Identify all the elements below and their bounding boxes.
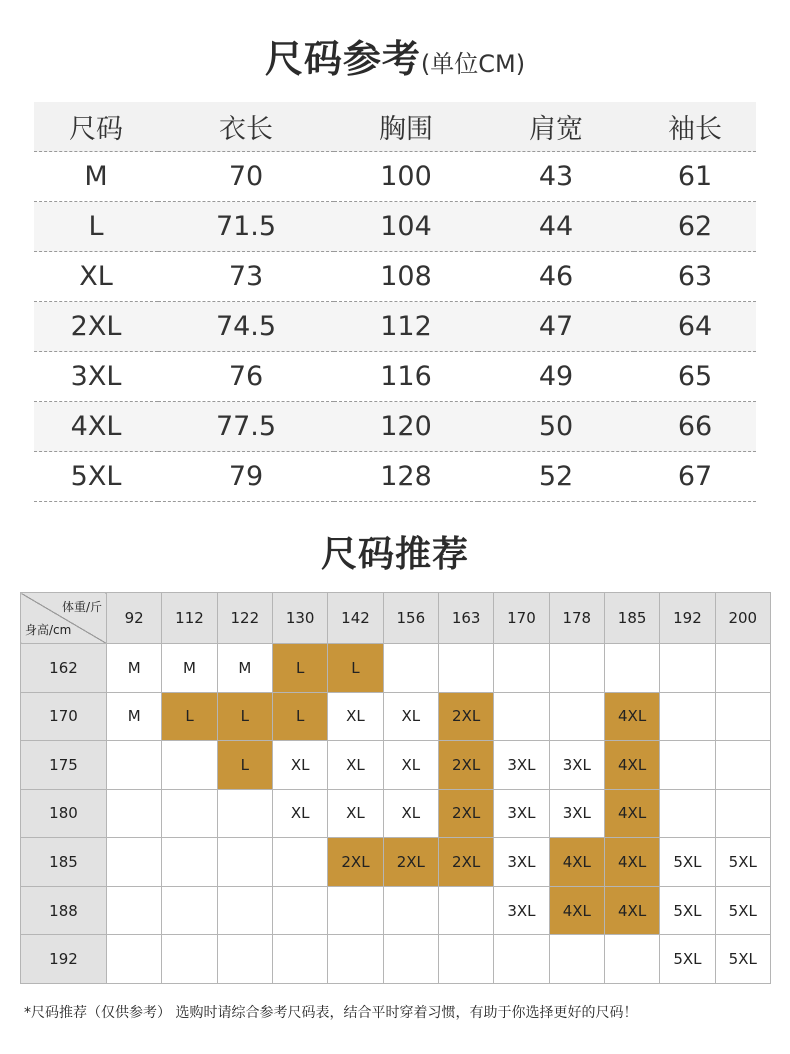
recommend-cell: 3XL	[494, 789, 549, 838]
size-chart-cell: 2XL	[34, 302, 158, 352]
size-chart-body	[34, 152, 756, 502]
size-chart-cell: 74.5	[158, 302, 334, 352]
size-chart-title	[0, 28, 790, 83]
weight-header-cell: 130	[272, 593, 327, 644]
size-chart-row	[34, 352, 756, 402]
size-chart-row	[34, 302, 756, 352]
recommend-cell-highlighted: 4XL	[604, 838, 659, 887]
recommend-cell	[217, 935, 272, 984]
recommend-cell	[162, 741, 217, 790]
size-chart-row	[34, 202, 756, 252]
size-chart-cell: 79	[158, 452, 334, 502]
weight-header-cell: 185	[604, 593, 659, 644]
size-chart-header-cell: 胸围	[334, 102, 478, 152]
recommend-cell	[217, 838, 272, 887]
recommend-cell	[549, 692, 604, 741]
weight-header-cell: 200	[715, 593, 770, 644]
recommend-cell: XL	[272, 789, 327, 838]
size-chart-cell: 50	[478, 402, 634, 452]
recommend-cell: XL	[383, 692, 438, 741]
recommend-cell: M	[107, 692, 162, 741]
size-chart-cell: 46	[478, 252, 634, 302]
recommend-cell	[162, 789, 217, 838]
size-chart-cell: 112	[334, 302, 478, 352]
recommend-cell-highlighted: 2XL	[438, 741, 493, 790]
weight-header-cell: 156	[383, 593, 438, 644]
recommend-header-row	[21, 593, 771, 644]
size-chart-header-cell: 尺码	[34, 102, 158, 152]
height-header-cell: 180	[21, 789, 107, 838]
recommend-cell: XL	[328, 741, 383, 790]
size-chart-cell: 66	[634, 402, 756, 452]
size-chart-cell: 4XL	[34, 402, 158, 452]
size-chart-header-row	[34, 102, 756, 152]
size-chart-cell: XL	[34, 252, 158, 302]
size-chart-cell: 52	[478, 452, 634, 502]
recommend-cell	[328, 935, 383, 984]
recommend-cell-highlighted: L	[217, 692, 272, 741]
recommend-cell	[272, 935, 327, 984]
size-chart-cell: 70	[158, 152, 334, 202]
size-chart-cell: 128	[334, 452, 478, 502]
size-chart-cell: 100	[334, 152, 478, 202]
recommend-cell-highlighted: 2XL	[328, 838, 383, 887]
recommend-row	[21, 644, 771, 693]
recommend-cell-highlighted: 4XL	[604, 692, 659, 741]
size-chart-cell: L	[34, 202, 158, 252]
recommend-table	[20, 592, 771, 984]
size-chart-cell: 3XL	[34, 352, 158, 402]
recommend-cell-highlighted: L	[217, 741, 272, 790]
size-chart-cell: 62	[634, 202, 756, 252]
footnote: *尺码推荐（仅供参考） 选购时请综合参考尺码表，结合平时穿着习惯，有助于你选择更好的尺码！	[24, 1005, 638, 1021]
recommend-cell-highlighted: L	[272, 692, 327, 741]
size-chart-cell: 5XL	[34, 452, 158, 502]
recommend-cell-highlighted: 4XL	[604, 789, 659, 838]
recommend-cell: XL	[272, 741, 327, 790]
recommend-cell	[162, 838, 217, 887]
recommend-cell-highlighted: L	[328, 644, 383, 693]
size-chart-header-cell: 衣长	[158, 102, 334, 152]
size-chart-cell: 43	[478, 152, 634, 202]
recommend-cell-highlighted: 4XL	[604, 886, 659, 935]
recommend-cell-highlighted: 2XL	[438, 692, 493, 741]
size-chart-cell: 63	[634, 252, 756, 302]
size-chart-cell: M	[34, 152, 158, 202]
recommend-cell	[494, 935, 549, 984]
recommend-cell	[438, 935, 493, 984]
recommend-cell: 5XL	[660, 935, 715, 984]
recommend-cell: 5XL	[715, 935, 770, 984]
recommend-cell: 5XL	[660, 838, 715, 887]
height-header-cell: 162	[21, 644, 107, 693]
recommend-cell-highlighted: 2XL	[383, 838, 438, 887]
recommend-cell: 3XL	[494, 741, 549, 790]
size-chart-row	[34, 252, 756, 302]
height-axis-label: 身高/cm	[25, 623, 72, 637]
size-chart-cell: 64	[634, 302, 756, 352]
recommend-cell: M	[217, 644, 272, 693]
recommend-cell	[107, 935, 162, 984]
size-chart-header-cell: 袖长	[634, 102, 756, 152]
recommend-cell	[107, 886, 162, 935]
recommend-cell: XL	[328, 692, 383, 741]
size-chart-cell: 71.5	[158, 202, 334, 252]
recommend-cell	[660, 789, 715, 838]
recommend-cell	[272, 886, 327, 935]
size-chart-cell: 67	[634, 452, 756, 502]
size-chart-cell: 77.5	[158, 402, 334, 452]
weight-header-cell: 92	[107, 593, 162, 644]
size-chart-cell: 49	[478, 352, 634, 402]
recommend-cell	[660, 644, 715, 693]
size-chart-row	[34, 452, 756, 502]
size-chart-cell: 108	[334, 252, 478, 302]
recommend-cell: M	[107, 644, 162, 693]
recommend-row	[21, 789, 771, 838]
recommend-cell	[715, 741, 770, 790]
recommend-cell: XL	[328, 789, 383, 838]
recommend-cell	[494, 644, 549, 693]
recommend-cell	[549, 935, 604, 984]
recommend-cell	[217, 886, 272, 935]
recommend-row	[21, 692, 771, 741]
size-chart-cell: 44	[478, 202, 634, 252]
size-chart-cell: 65	[634, 352, 756, 402]
recommend-cell-highlighted: 4XL	[549, 886, 604, 935]
recommend-cell	[660, 741, 715, 790]
recommend-cell	[162, 935, 217, 984]
weight-header-cell: 122	[217, 593, 272, 644]
size-chart-unit: (单位CM)	[420, 50, 526, 78]
recommend-cell	[383, 935, 438, 984]
recommend-cell	[715, 789, 770, 838]
recommend-cell: XL	[383, 789, 438, 838]
recommend-body	[21, 644, 771, 984]
recommend-cell	[107, 838, 162, 887]
size-chart-cell: 61	[634, 152, 756, 202]
recommend-cell-highlighted: L	[162, 692, 217, 741]
weight-header-cell: 170	[494, 593, 549, 644]
height-header-cell: 192	[21, 935, 107, 984]
weight-header-cell: 163	[438, 593, 493, 644]
recommend-cell	[328, 886, 383, 935]
recommend-cell-highlighted: 4XL	[549, 838, 604, 887]
recommend-cell: 3XL	[494, 838, 549, 887]
recommend-corner-cell	[21, 593, 107, 644]
height-header-cell: 188	[21, 886, 107, 935]
recommend-cell-highlighted: L	[272, 644, 327, 693]
recommend-cell	[107, 741, 162, 790]
size-chart-cell: 76	[158, 352, 334, 402]
recommend-cell: M	[162, 644, 217, 693]
recommend-cell	[438, 886, 493, 935]
recommend-cell	[162, 886, 217, 935]
recommend-cell	[549, 644, 604, 693]
recommend-row	[21, 838, 771, 887]
weight-axis-label: 体重/斤	[61, 600, 102, 614]
height-header-cell: 185	[21, 838, 107, 887]
recommend-cell-highlighted: 2XL	[438, 789, 493, 838]
size-chart-cell: 47	[478, 302, 634, 352]
recommend-cell	[604, 935, 659, 984]
recommend-cell	[494, 692, 549, 741]
recommend-cell: XL	[383, 741, 438, 790]
recommend-cell-highlighted: 2XL	[438, 838, 493, 887]
size-chart-row	[34, 152, 756, 202]
size-chart-cell: 104	[334, 202, 478, 252]
recommend-cell	[383, 644, 438, 693]
recommend-cell: 3XL	[494, 886, 549, 935]
size-chart-header-cell: 肩宽	[478, 102, 634, 152]
recommend-cell: 5XL	[715, 886, 770, 935]
recommend-cell: 5XL	[660, 886, 715, 935]
recommend-cell	[660, 692, 715, 741]
recommend-cell	[107, 789, 162, 838]
weight-header-cell: 178	[549, 593, 604, 644]
recommend-cell: 3XL	[549, 789, 604, 838]
recommend-title: 尺码推荐	[320, 534, 469, 575]
size-chart-cell: 116	[334, 352, 478, 402]
recommend-cell	[383, 886, 438, 935]
recommend-cell	[272, 838, 327, 887]
recommend-row	[21, 886, 771, 935]
size-chart-cell: 120	[334, 402, 478, 452]
height-header-cell: 170	[21, 692, 107, 741]
recommend-cell	[217, 789, 272, 838]
recommend-cell	[438, 644, 493, 693]
height-header-cell: 175	[21, 741, 107, 790]
recommend-cell	[604, 644, 659, 693]
recommend-row	[21, 935, 771, 984]
size-chart-row	[34, 402, 756, 452]
recommend-cell: 5XL	[715, 838, 770, 887]
size-chart-title-main: 尺码参考	[264, 37, 421, 81]
weight-header-cell: 192	[660, 593, 715, 644]
weight-header-cell: 112	[162, 593, 217, 644]
recommend-row	[21, 741, 771, 790]
size-chart-cell: 73	[158, 252, 334, 302]
weight-header-cell: 142	[328, 593, 383, 644]
recommend-cell	[715, 692, 770, 741]
recommend-cell-highlighted: 4XL	[604, 741, 659, 790]
recommend-cell: 3XL	[549, 741, 604, 790]
recommend-cell	[715, 644, 770, 693]
size-chart-table	[34, 102, 756, 502]
